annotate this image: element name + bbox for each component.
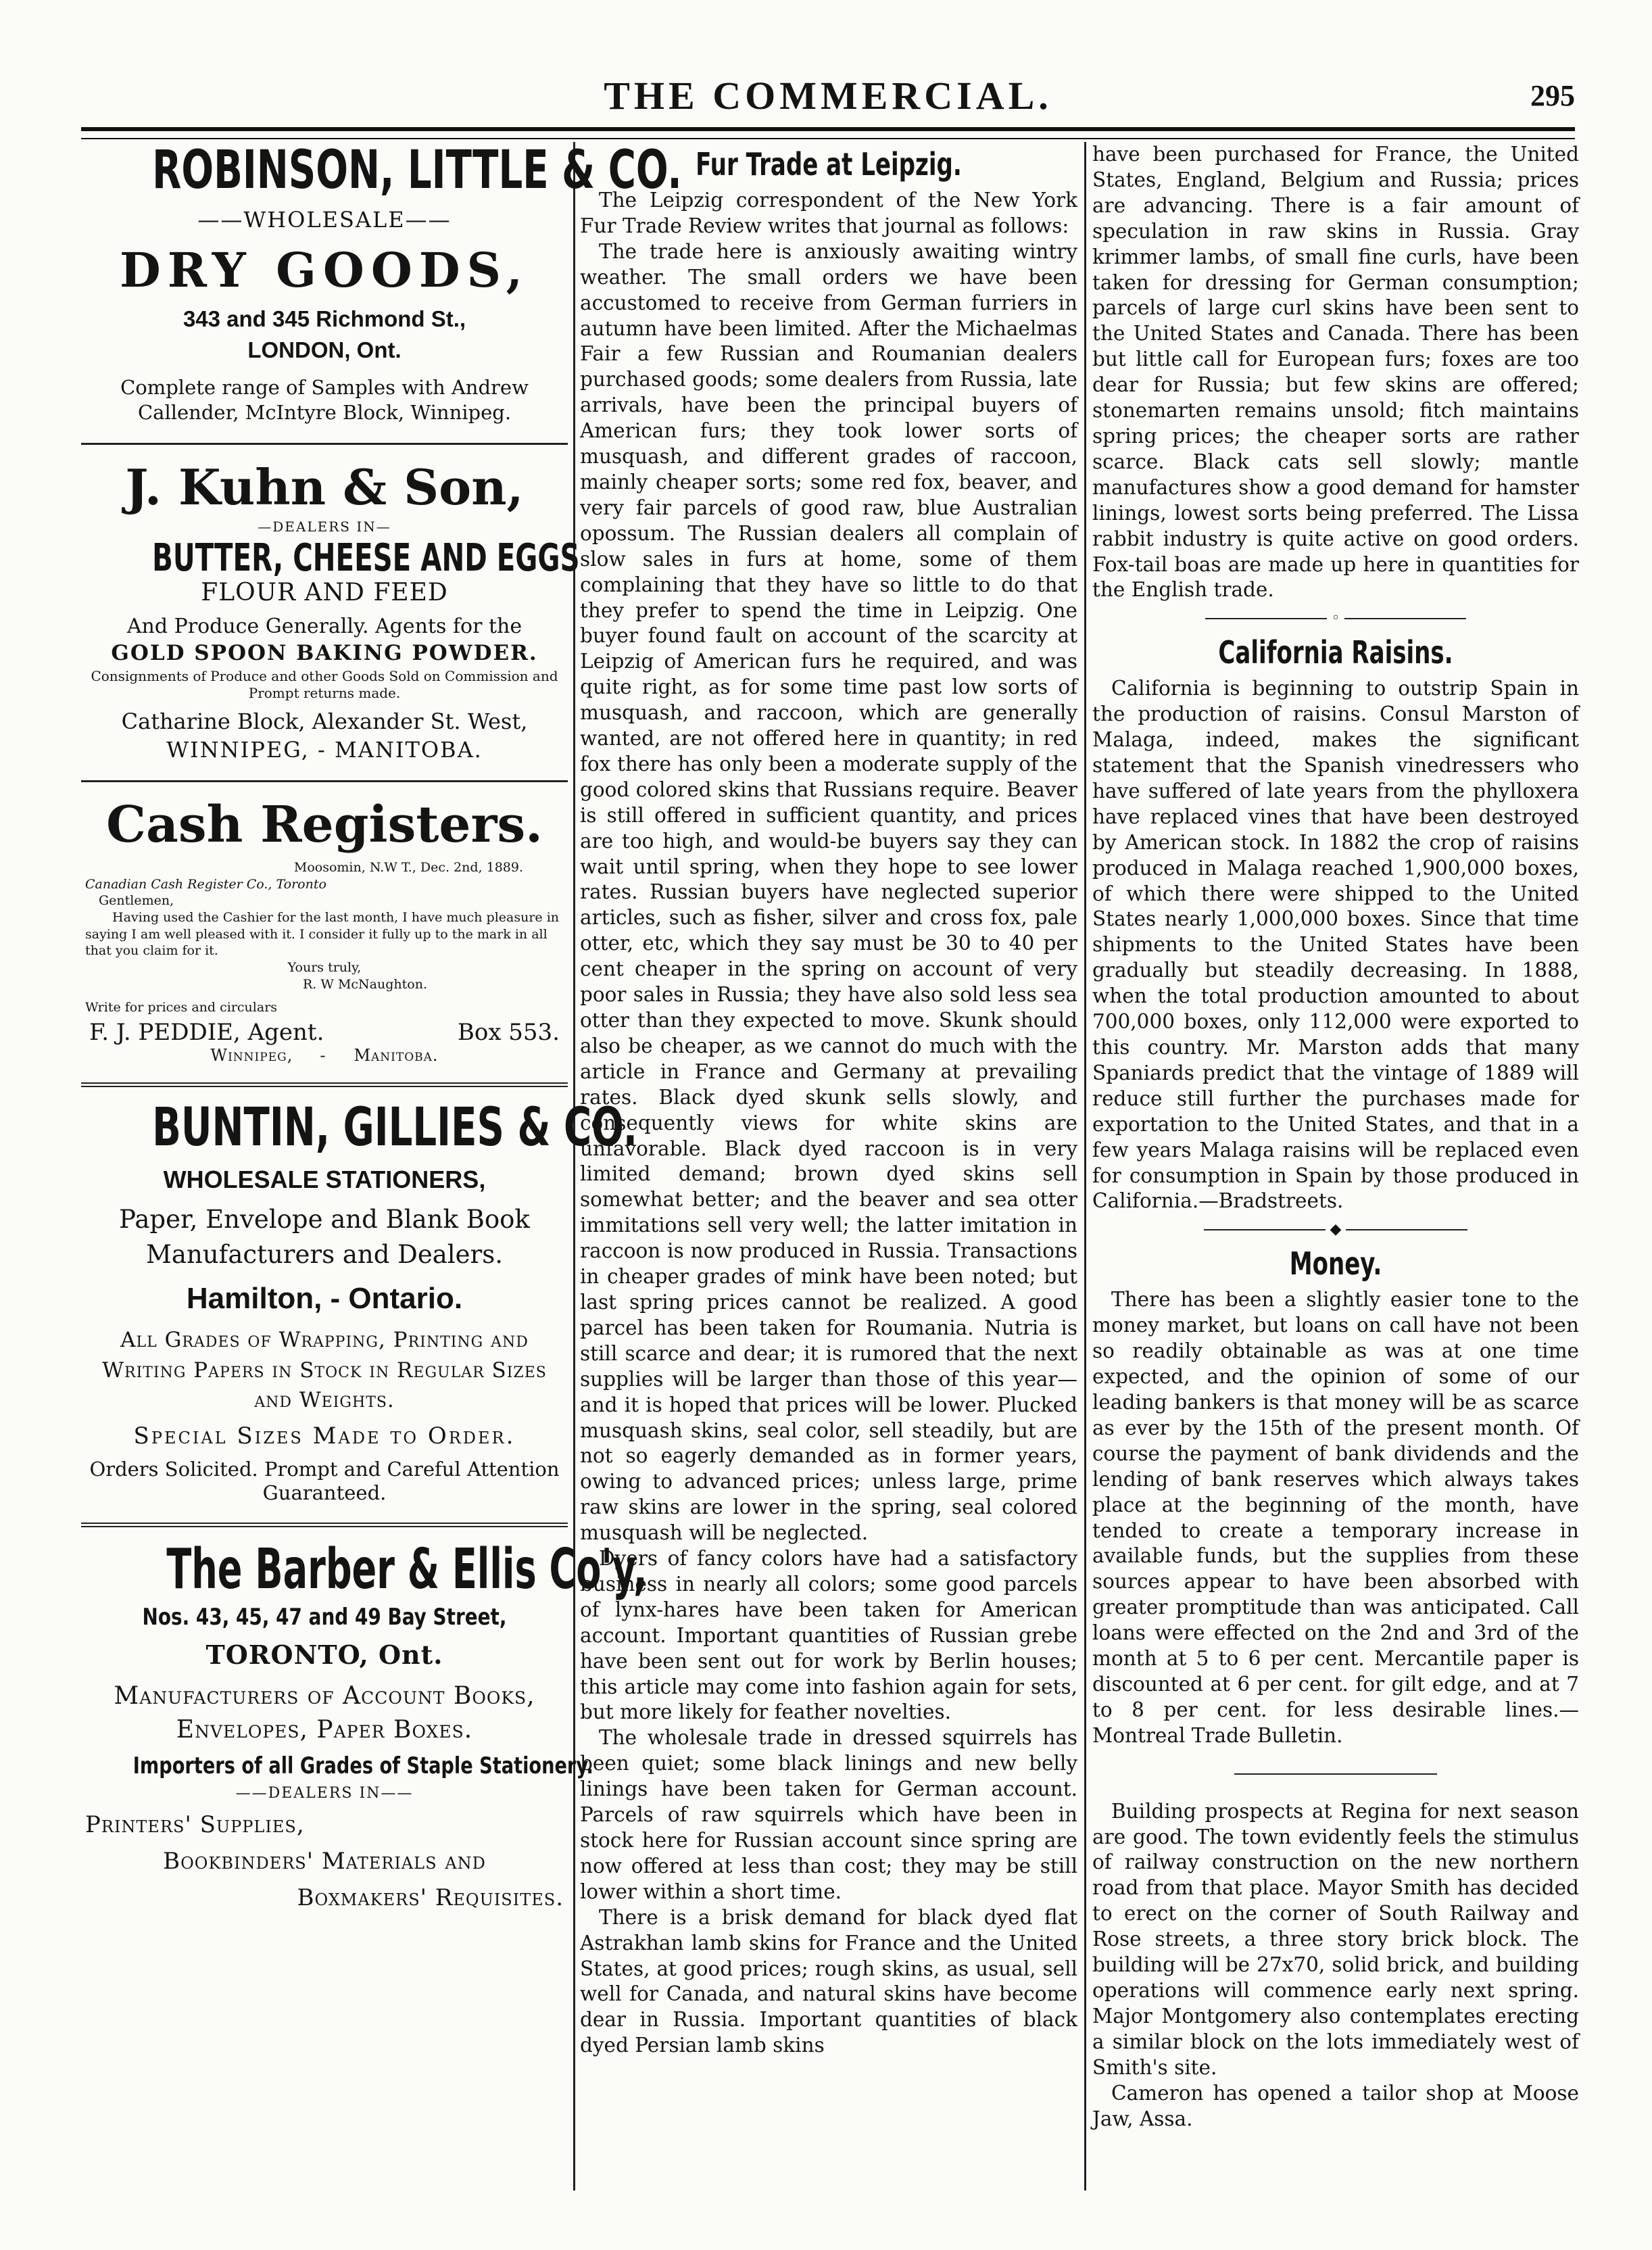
leipzig-paragraph: Dyers of fancy colors have had a satisfactory business in nearly all colors; some good parcels of lynx-hares have been taken for American account. Important quantities of Russian grebe have been sent out for work by Berlin houses; this article may come into fashion again for sets, but more likely for feather novelties. <box>580 1547 1077 1724</box>
tailor-paragraph: Cameron has opened a tailor shop at Moose Jaw, Assa. <box>1092 2081 1579 2130</box>
robinson-city: LONDON, Ont. <box>247 337 402 362</box>
robinson-name: ROBINSON, LITTLE & CO. <box>152 140 682 201</box>
section-separator <box>1092 1764 1579 1784</box>
page-number: 295 <box>1530 79 1575 112</box>
kuhn-name: J. Kuhn & Son, <box>125 458 524 517</box>
barber-line2: Importers of all Grades of Staple Stationery. <box>132 1752 593 1779</box>
buntin-ad <box>81 1097 638 1505</box>
agent-name: F. J. PEDDIE, Agent. <box>89 1019 324 1047</box>
agent-box: Box 553. <box>457 1019 560 1047</box>
kuhn-line4: GOLD SPOON BAKING POWDER. <box>111 640 538 665</box>
kuhn-dealers: —DEALERS IN— <box>258 519 391 535</box>
buntin-name: BUNTIN, GILLIES & CO. <box>152 1097 638 1159</box>
barber-dealers: ——DEALERS IN—— <box>235 1785 414 1802</box>
robinson-note: Complete range of Samples with Andrew Callender, McIntyre Block, Winnipeg. <box>120 375 529 424</box>
barber-address: Nos. 43, 45, 47 and 49 Bay Street, <box>142 1604 507 1631</box>
kuhn-line3: And Produce Generally. Agents for the <box>126 614 523 638</box>
ad-divider <box>81 780 568 782</box>
letter-write: Write for prices and circulars <box>85 1000 278 1015</box>
buntin-line1: Paper, Envelope and Blank Book Manufacturers and Dealers. <box>119 1204 530 1269</box>
ad-divider <box>81 443 568 445</box>
buntin-line3: Special Sizes Made to Order. <box>133 1422 516 1450</box>
ad-divider <box>81 1523 568 1527</box>
building-paragraph: Building prospects at Regina for next season are good. The town evidently feels the stimulus of railway construction on the new northern road from that place. Mayor Smith has decided to erect on the corner of South Railway and Rose streets, a three story brick block. The building will be 27x70, solid brick, and building operations will commence early next spring. Major Montgomery also contemplates erecting a similar block on the lots immediately west of Smith's site. <box>1092 1799 1579 2079</box>
masthead-rule <box>81 127 1575 139</box>
leipzig-paragraph: The wholesale trade in dressed squirrels has been quiet; some black linings and new belly linings have been taken for German account. Parcels of raw squirrels which have been in stock here for Russian account since spring are now offered at less than cost; they may be still lower within a short time. <box>580 1726 1077 1903</box>
buntin-line2: All Grades of Wrapping, Printing and Writing Papers in Stock in Regular Sizes and Weights. <box>102 1327 547 1413</box>
kuhn-line1: BUTTER, CHEESE AND EGGS <box>152 536 580 581</box>
letter-addressee: Canadian Cash Register Co., Toronto <box>85 876 326 892</box>
raisins-headline: California Raisins. <box>1218 634 1453 671</box>
section-separator: ◦ <box>1092 608 1579 629</box>
ad-divider <box>81 1082 568 1087</box>
buntin-city: Hamilton, - Ontario. <box>186 1281 463 1315</box>
barber-line5: Boxmakers' Requisites. <box>297 1884 564 1912</box>
kuhn-line7: WINNIPEG, - MANITOBA. <box>166 736 483 763</box>
kuhn-line2: FLOUR AND FEED <box>201 578 448 606</box>
agent-city-row <box>85 1046 564 1065</box>
testimonial-letter <box>85 859 564 1016</box>
leipzig-paragraph: There is a brisk demand for black dyed flat Astrakhan lamb skins for France and the United States, at good prices; rough skins, as usual, sell well for Canada, and natural skins have become dear in Russia. Important quantities of black dyed Persian lamb skins <box>580 1905 1077 2057</box>
section-separator: ◆ <box>1092 1220 1579 1240</box>
barber-line3: Printers' Supplies, <box>85 1811 305 1839</box>
money-headline: Money. <box>1289 1245 1382 1283</box>
letter-closing: Yours truly, <box>287 960 362 976</box>
cash-register-ad <box>81 796 568 1065</box>
article-column-middle <box>580 142 1077 2197</box>
agent-row <box>85 1019 564 1046</box>
buntin-line4: Orders Solicited. Prompt and Careful Attention Guaranteed. <box>89 1458 560 1505</box>
barber-name: The Barber & Ellis Co'y, <box>166 1537 648 1602</box>
agent-city: Winnipeg, <box>210 1046 293 1066</box>
barber-line4: Bookbinders' Materials and <box>163 1848 486 1875</box>
letter-salutation: Gentlemen, <box>99 893 174 909</box>
money-paragraph: There has been a slightly easier tone to the money market, but loans on call have not been so readily obtainable as was at one time expected, and the opinion of some of our leading bankers is that money will be as scarce as ever by the 15th of the present month. Of course the payment of bank dividends and the lending of bank reserves which always takes place at the beginning of the month, have tended to create a temporary increase in available funds, but the supplies from these sources appear to have been absorbed with greater promptitude than was anticipated. Call loans were effected on the 2nd and 3rd of the month at 5 to 6 per cent. Mercantile paper is discounted at 6 per cent. for gilt edge, and at 7 to 8 per cent. for less desirable lines.—Montreal Trade Bulletin. <box>1092 1288 1579 1747</box>
letter-body: Having used the Cashier for the last month, I have much pleasure in saying I am well pleased with it. I consider it fully up to the mark in all that you claim for it. <box>85 909 560 959</box>
cash-title: Cash Registers. <box>106 795 543 854</box>
article-column-right <box>1092 142 1579 2197</box>
barber-line1: Manufacturers of Account Books, Envelopes, Paper Boxes. <box>114 1681 535 1744</box>
agent-province: Manitoba. <box>354 1046 439 1066</box>
kuhn-ad <box>81 458 580 763</box>
leipzig-paragraph: The Leipzig correspondent of the New York Fur Trade Review writes that journal as follows: <box>580 189 1077 237</box>
masthead <box>81 73 1575 120</box>
leipzig-headline: Fur Trade at Leipzig. <box>696 146 962 183</box>
letter-dateline: Moosomin, N.W T., Dec. 2nd, 1889. <box>293 859 523 875</box>
leipzig-paragraph-continued: have been purchased for France, the United States, England, Belgium and Russia; prices are advancing. There is a fair amount of speculation in raw skins in Russia. Gray krimmer lambs, of small fine curls, have been taken for dressing for German consumption; parcels of large curl skins have been sent to the United States and Canada. There has been but little call for European furs; foxes are too dear for Russia; but few skins are offered; stonemarten remains unsold; fitch maintains spring prices; the cheaper sorts are rather scarce. Black cats sell slowly; mantle manufactures show a good demand for hamster linings, lowest sorts being preferred. The Lissa rabbit industry is quite active on good orders. Fox-tail boas are made up here in quantities for the English trade. <box>1092 143 1579 602</box>
newspaper-title: THE COMMERCIAL. <box>604 74 1052 118</box>
robinson-ad <box>81 140 682 425</box>
kuhn-line5: Consignments of Produce and other Goods Sold on Commission and Prompt returns made. <box>91 667 558 701</box>
leipzig-paragraph: The trade here is anxiously awaiting wintry weather. The small orders we have been accustomed to receive from German furriers in autumn have been limited. After the Michaelmas Fair a few Russian and Roumanian dealers purchased goods; some dealers from Russia, late arrivals, have been the principal buyers of American furs; they took lower sorts of musquash, and different grades of raccoon, mainly cheaper sorts; some red fox, beaver, and very fair parcels of good raw, blue Australian opossum. The Russian dealers all complain of slow sales in furs at home, some of them complaining that they have so little to do that they prefer to spend the time in Leipzig. One buyer found fault on account of the scarcity at Leipzig of American furs he required, and was quite right, as for some time past low sorts of musquash, and raccoon, which are generally wanted, are not offered here in quantity; in red fox there has only been a moderate supply of the good colored skins that Russians require. Beaver is still offered in sufficient quantity, and prices are too high, and would-be buyers say they can wait until spring, when they hope to see lower rates. Russian buyers have neglected superior articles, such as fisher, silver and cross fox, pale otter, etc, which they say must be 30 to 40 per cent cheaper in the spring on account of very poor sales in Russia; they have also sold less sea otter than they expected to move. Skunk should also be cheaper, as we cannot do much with the article in France and Germany at prevailing rates. Black dyed skunk sells slowly, and consequently views for white skins are unfavorable. Black dyed raccoon is in very limited demand; brown dyed skins sell somewhat better; and the beaver and sea otter immitations sell very well; the latter imitation in raccoon is now produced in Russia. Transactions in cheaper grades of mink have been noted; but last spring prices cannot be realized. A good parcel has been taken for Roumania. Nutria is still scarce and dear; it is rumored that the next supplies will be larger than those of this year—and it is hoped that prices will be lower. Plucked musquash skins, seal color, sell steadily, but are not so eagerly demanded as in former years, owing to advanced prices; unless large, prime raw skins are lower in the spring, seal colored musquash will be neglected. <box>580 239 1077 1545</box>
robinson-goods: DRY GOODS, <box>120 241 529 298</box>
buntin-sub: WHOLESALE STATIONERS, <box>163 1165 486 1193</box>
barber-city: TORONTO, Ont. <box>205 1639 443 1670</box>
letter-signature: R. W McNaughton. <box>303 976 427 992</box>
kuhn-line6: Catharine Block, Alexander St. West, <box>121 708 528 734</box>
column-divider <box>1084 142 1086 2191</box>
robinson-kind: ——WHOLESALE—— <box>197 206 452 233</box>
robinson-address: 343 and 345 Richmond St., <box>183 306 466 331</box>
raisins-paragraph: California is beginning to outstrip Spain in the production of raisins. Consul Marston of Malaga, indeed, makes the significant statement that the Spanish vinedressers who have suffered of late years from the phylloxera have replaced vines that have been destroyed by American stock. In 1882 the crop of raisins produced in Malaga reached 1,900,000 boxes, of which there were shipped to the United States nearly 1,000,000 boxes. Since that time shipments to the United States have been gradually but steadily decreasing. In 1888, when the total production amounted to about 700,000 boxes, only 112,000 were exported to this country. Mr. Marston adds that many Spaniards predict that the vintage of 1889 will reduce still further the purchases made for exportation to the United States, and that in a few years Malaga raisins will be replaced even for consumption in Spain by those produced in California.—Bradstreets. <box>1092 677 1579 1213</box>
barber-ellis-ad <box>81 1537 648 1912</box>
column-divider <box>573 142 575 2191</box>
advertisement-column <box>81 140 682 2197</box>
agent-city-dash: - <box>320 1046 327 1066</box>
